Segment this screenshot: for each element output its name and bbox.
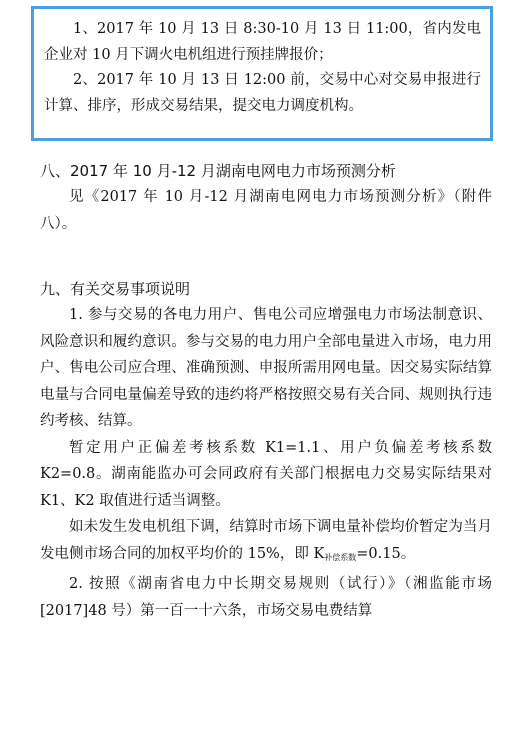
section-9 <box>40 276 492 624</box>
section-9-paragraph-4: 2. 按照《湖南省电力中长期交易规则（试行）》（湘监能市场[2017]48 号）第一百一十六条，市场交易电费结算 <box>40 576 492 619</box>
schedule-item-1: 1、2017 年 10 月 13 日 8:30-10 月 13 日 11:00，省内发电企业对 10 月下调火电机组进行预挂牌报价； <box>44 21 481 63</box>
section-8 <box>40 158 492 237</box>
schedule-item-2: 2、2017 年 10 月 13 日 12:00 前，交易中心对交易申报进行计算、排序，形成交易结果，提交电力调度机构。 <box>44 72 481 114</box>
paragraph-3-end: =0.15。 <box>356 545 416 562</box>
highlighted-schedule-box <box>31 6 493 141</box>
section-9-paragraph-3 <box>40 514 492 571</box>
section-9-paragraph-2: 暂定用户正偏差考核系数 K1=1.1、用户负偏差考核系数 K2=0.8。湖南能监办可会同政府有关部门根据电力交易实际结果对 K1、K2 取值进行适当调整。 <box>40 439 492 509</box>
section-8-heading: 八、2017 年 10 月-12 月湖南电网电力市场预测分析 <box>40 162 396 180</box>
compensation-coefficient-subscript: 补偿系数 <box>324 552 357 562</box>
section-9-paragraph-1: 1. 参与交易的各电力用户、售电公司应增强电力市场法制意识、风险意识和履约意识。参与交易的电力用户全部电量进入市场，电力用户、售电公司应合理、准确预测、申报所需用网电量。因交易实际结算电量与合同电量偏差导致的违约将严格按照交易有关合同、规则执行违约考核、结算。 <box>40 307 492 429</box>
section-8-paragraph: 见《2017 年 10 月-12 月湖南电网电力市场预测分析》（附件八）。 <box>40 189 492 232</box>
paragraph-3-main: 如未发生发电机组下调，结算时市场下调电量补偿均价暂定为当月发电侧市场合同的加权平均价的 15%，即 K <box>40 519 492 562</box>
section-9-heading: 九、有关交易事项说明 <box>40 280 191 298</box>
